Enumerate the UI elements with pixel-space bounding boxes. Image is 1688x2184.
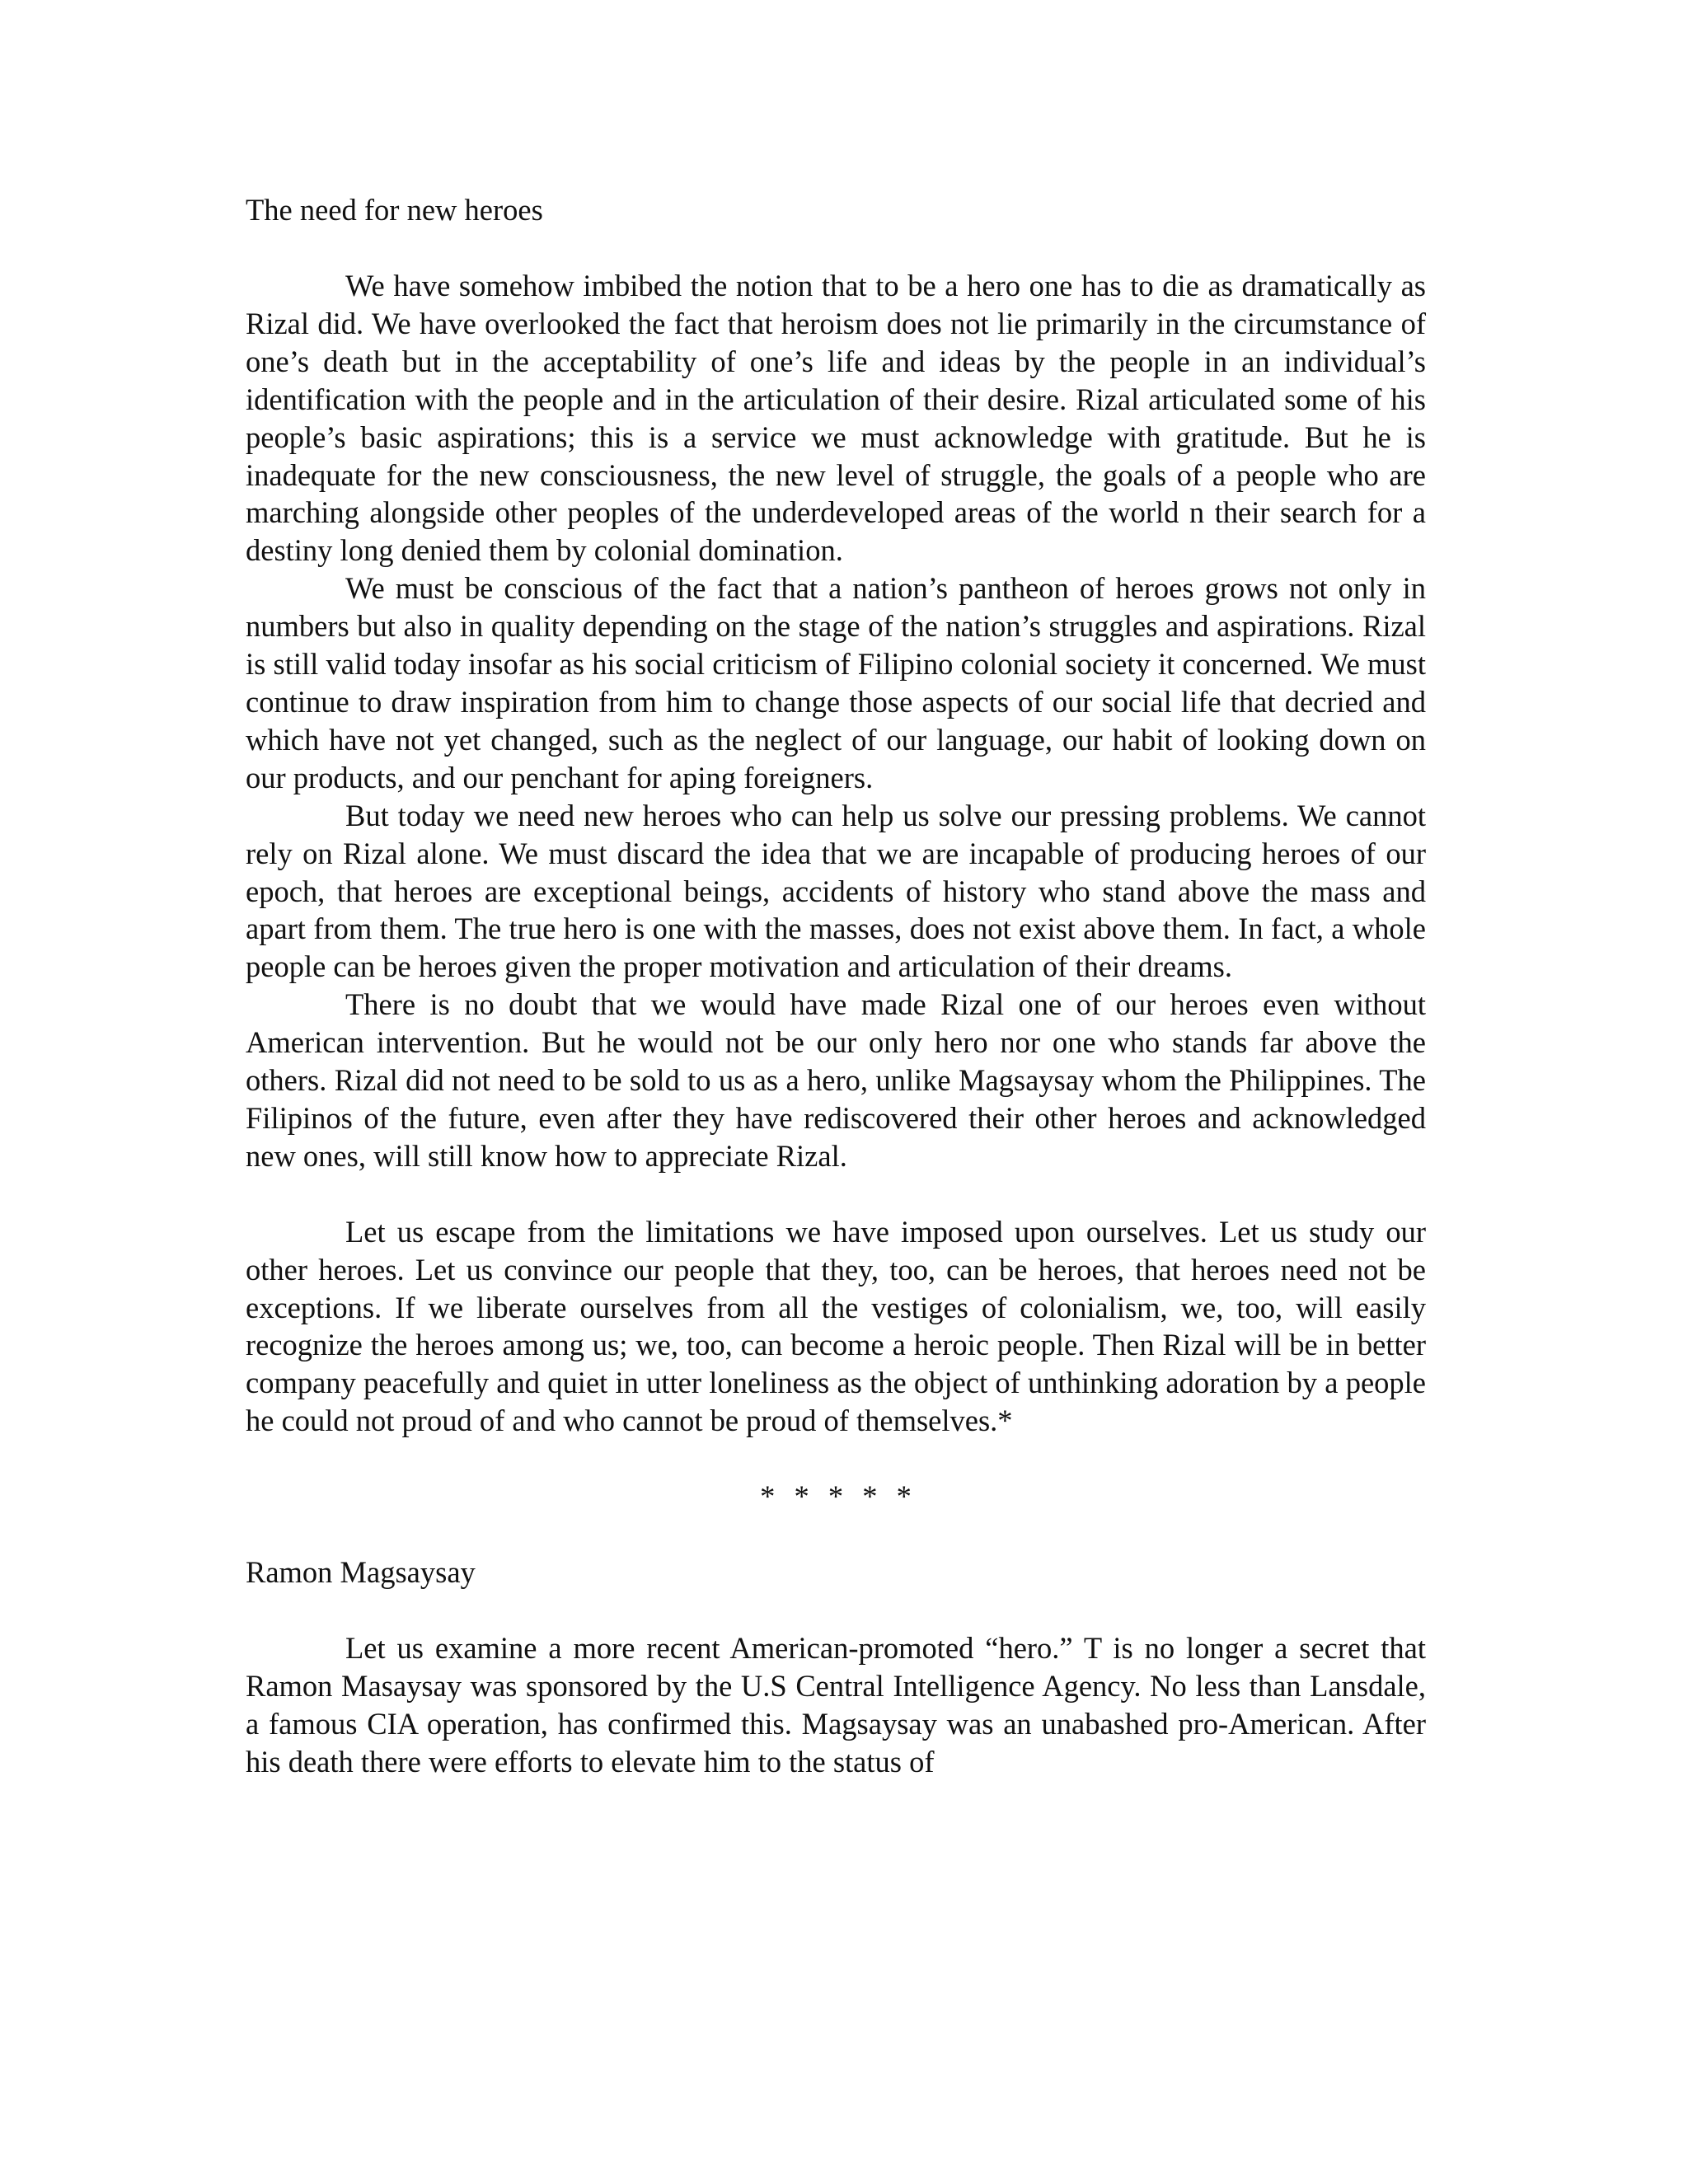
paragraph: But today we need new heroes who can help us solve our pressing problems. We cannot rely on Rizal alone. We must discard the idea that we are incapable of producing heroes of our epoch, that heroes are exceptional beings, accidents of history who stand above the mass and apart from them. The true hero is one with the masses, does not exist above them. In fact, a whole people can be heroes given the proper motivation and articulation of their dreams. bbox=[246, 798, 1426, 984]
section-heading-magsaysay: Ramon Magsaysay bbox=[246, 1555, 476, 1590]
section-separator: * * * * * bbox=[760, 1479, 912, 1514]
spacer bbox=[246, 1175, 1426, 1213]
spacer bbox=[246, 1591, 1426, 1629]
paragraph: There is no doubt that we would have made Rizal one of our heroes even without American intervention. But he would not be our only hero nor one who stands far above the others. Rizal did not need to be sold to us as a hero, unlike Magsaysay whom the Philippines. The Filipinos of the future, even after they have rediscovered their other heroes and acknowledged new ones, will still know how to appreciate Rizal. bbox=[246, 987, 1426, 1173]
paragraph: We have somehow imbibed the notion that to be a hero one has to die as dramatically as Rizal did. We have overlooked the fact that heroism does not lie primarily in the circumstance of one’s death but in the acceptability of one’s life and ideas by the people in an individual’s identification with the people and in the articulation of their desire. Rizal articulated some of his people’s basic aspirations; this is a service we must acknowledge with gratitude. But he is inadequate for the new consciousness, the new level of struggle, the goals of a people who are marching alongside other peoples of the underdeveloped areas of the world n their search for a destiny long denied them by colonial domination. bbox=[246, 269, 1426, 568]
paragraph: Let us examine a more recent American-promoted “hero.” T is no longer a secret that Ramon Masaysay was sponsored by the U.S Central Intelligence Agency. No less than Lansdale, a famous CIA operation, has confirmed this. Magsaysay was an unabashed pro-American. After his death there were efforts to elevate him to the status of bbox=[246, 1631, 1426, 1779]
spacer bbox=[246, 1516, 1426, 1554]
document-page bbox=[246, 191, 1426, 1781]
paragraph: Let us escape from the limitations we have imposed upon ourselves. Let us study our other heroes. Let us convince our people that they, too, can be heroes, that heroes need not be exceptions. If we liberate ourselves from all the vestiges of colonialism, we, too, will easily recognize the heroes among us; we, too, can become a heroic people. Then Rizal will be in better company peacefully and quiet in utter loneliness as the object of unthinking adoration by a people he could not proud of and who cannot be proud of themselves.* bbox=[246, 1214, 1426, 1438]
spacer bbox=[246, 229, 1426, 267]
section-heading-new-heroes: The need for new heroes bbox=[246, 193, 543, 227]
spacer bbox=[246, 1440, 1426, 1478]
paragraph: We must be conscious of the fact that a nation’s pantheon of heroes grows not only in numbers but also in quality depending on the stage of the nation’s struggles and aspirations. Rizal is still valid today insofar as his social criticism of Filipino colonial society it concerned. We must continue to draw inspiration from him to change those aspects of our social life that decried and which have not yet changed, such as the neglect of our language, our habit of looking down on our products, and our penchant for aping foreigners. bbox=[246, 571, 1426, 794]
